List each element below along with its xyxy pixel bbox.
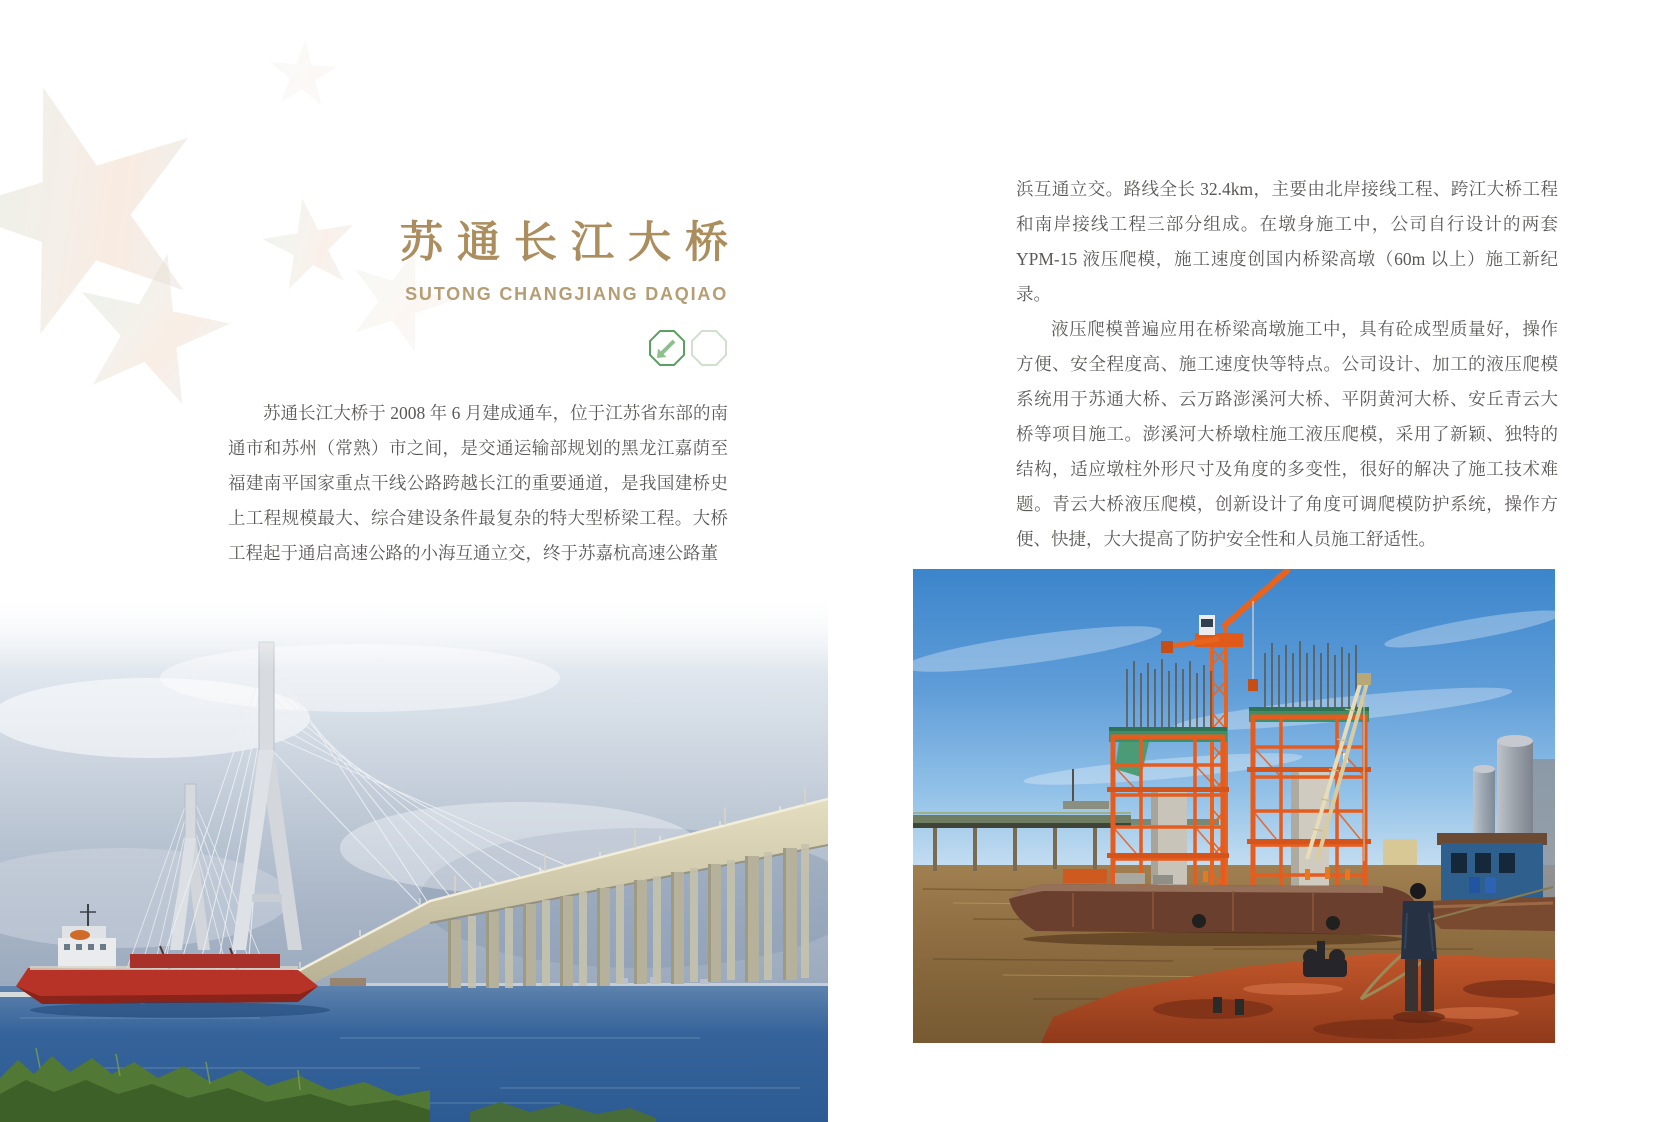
right-paragraph-1: 浜互通立交。路线全长 32.4km，主要由北岸接线工程、跨江大桥工程和南岸接线工程三部分组成。在墩身施工中，公司自行设计的两套 YPM-15 液压爬模，施工速度创国内桥梁高墩（60m 以上）施工新纪录。 (1016, 179, 1558, 304)
photo-top-fade (0, 598, 828, 670)
title-block (228, 219, 742, 367)
page-subtitle: SUTONG CHANGJIANG DAQIAO (405, 284, 728, 305)
decorative-icon-row (228, 329, 728, 367)
right-paragraph-2: 液压爬模普遍应用在桥梁高墩施工中，具有砼成型质量好，操作方便、安全程度高、施工速度快等特点。公司设计、加工的液压爬模系统用于苏通大桥、云万路澎溪河大桥、平阴黄河大桥、安丘青云大桥等项目施工。澎溪河大桥墩柱施工液压爬模，采用了新颖、独特的结构，适应墩柱外形尺寸及角度的多变性，很好的解决了施工技术难题。青云大桥液压爬模，创新设计了角度可调爬模防护系统，操作方便、快捷，大大提高了防护安全性和人员施工舒适性。 (1016, 319, 1558, 549)
small-boat (330, 978, 366, 986)
construction-photo (913, 569, 1555, 1043)
left-column-paragraph: 苏通长江大桥于 2008 年 6 月建成通车，位于江苏省东部的南通市和苏州（常熟）市之间，是交通运输部规划的黑龙江嘉荫至福建南平国家重点干线公路跨越长江的重要通道，是我国建桥史上工程规模最大、综合建设条件最复杂的特大型桥梁工程。大桥工程起于通启高速公路的小海互通立交，终于苏嘉杭高速公路董 (228, 403, 728, 563)
star-watermark-tiny (266, 38, 341, 113)
page-title: 苏通长江大桥 (400, 219, 742, 267)
right-column (1016, 172, 1558, 557)
octagon-arrow-icon (648, 329, 686, 367)
octagon-empty-icon (690, 329, 728, 367)
bridge-photo (0, 598, 828, 1122)
